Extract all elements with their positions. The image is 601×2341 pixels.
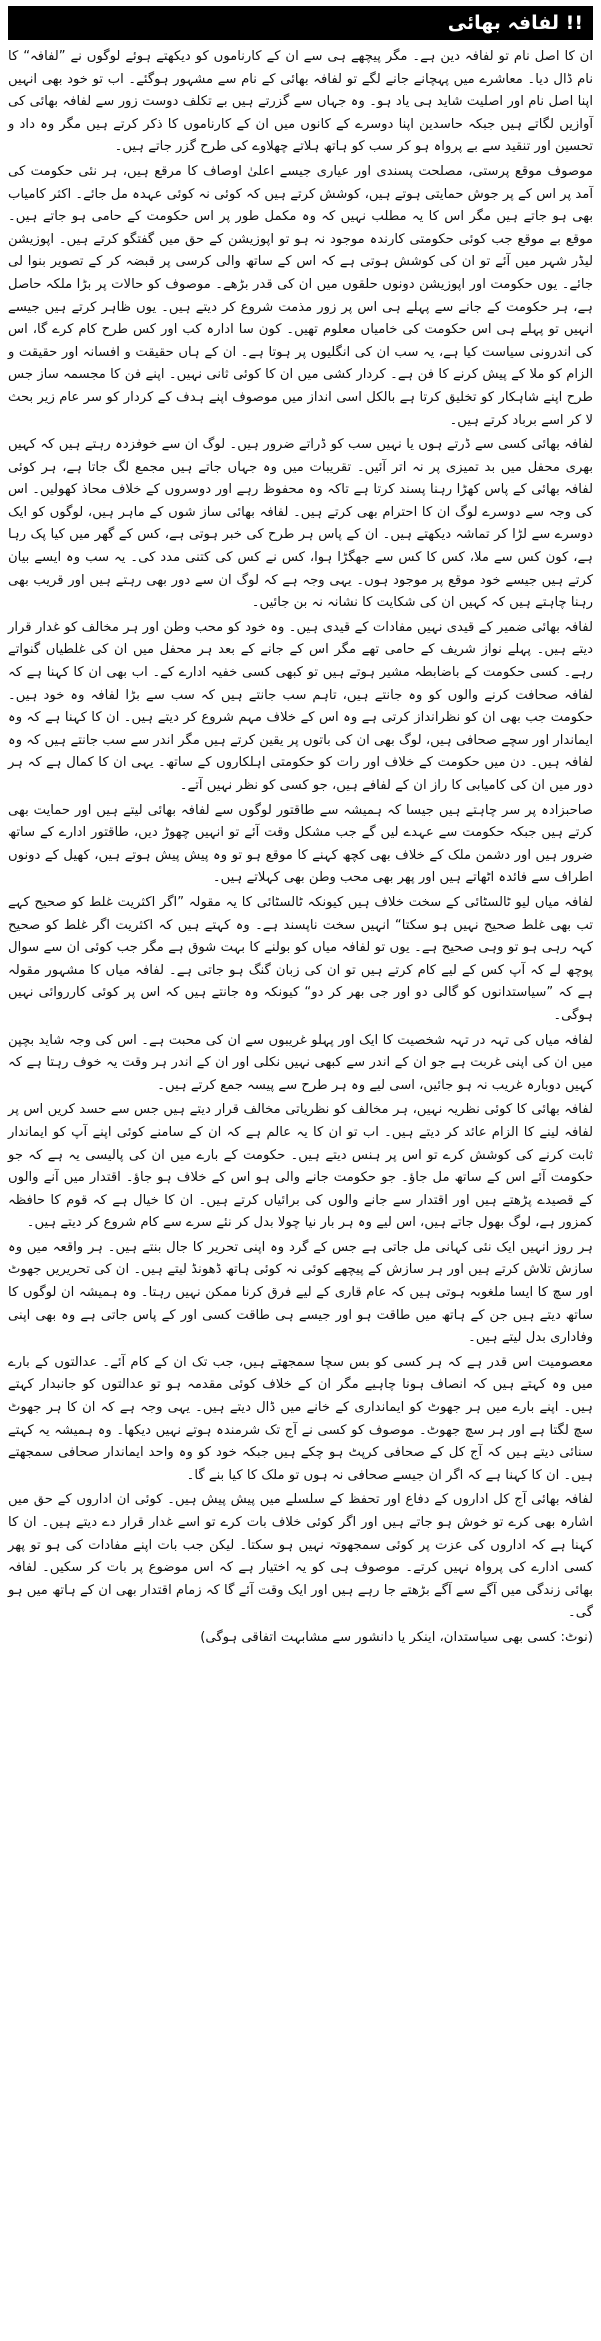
paragraph: لفافہ بھائی ضمیر کے قیدی نہیں مفادات کے قیدی ہیں۔ وہ خود کو محب وطن اور ہر مخالف کو غدار قرار دیتے ہیں۔ پہلے نواز شریف کے حامی تھے مگر اس کے جانے کے بعد ہر محفل میں ان کی غلطیاں گنواتے رہے۔ کسی حکومت کے باضابطہ مشیر ہوتے ہیں تو کبھی کسی خفیہ ادارے کے۔ اب بھی ان کا کہنا ہے کہ لفافہ صحافت کرنے والوں کو وہ جانتے ہیں، تاہم سب جانتے ہیں کہ سب سے بڑا لفافہ وہ خود ہیں۔ حکومت جب بھی ان کو نظرانداز کرتی ہے وہ اس کے خلاف مہم شروع کر دیتے ہیں۔ ان کا کہنا ہے کہ وہ ایماندار اور سچے صحافی ہیں، لوگ بھی ان کی باتوں پر یقین کرتے ہیں مگر اندر سے سب جانتے ہیں کہ وہ لفافہ ہیں۔ دن میں حکومت کے خلاف اور رات کو حکومتی اہلکاروں کے ساتھ۔ یہی ان کا کمال ہے کہ ہر دور میں ان کی کامیابی کا راز ان کے لفافے ہیں، جو کسی کو نظر نہیں آتے۔ bbox=[8, 619, 593, 793]
paragraph: ان کا اصل نام تو لفافہ دین ہے۔ مگر پیچھے ہی سے ان کے کارناموں کو دیکھتے ہوئے لوگوں نے ”لفافہ“ کا نام ڈال دیا۔ معاشرے میں پہچانے جانے لگے تو لفافہ بھائی کے نام سے مشہور ہوگئے۔ اب تو خود بھی انہیں اپنا اصل نام اور اصلیت شاید ہی یاد ہو۔ وہ جہاں سے گزرتے ہیں بے تکلف دوست زور سے لفافہ بھائی کی آوازیں لگاتے ہیں جبکہ حاسدین اپنا دوسرے کے کانوں میں ان کے کارناموں کا ذکر کرتے ہیں مگر وہ داد و تحسین اور تنقید سے بے پرواہ ہو کر سب کو ہاتھ ہلاتے چھلاوے کی طرح گزر جاتے ہیں۔ bbox=[8, 49, 593, 155]
footnote: (نوٹ: کسی بھی سیاستدان، اینکر یا دانشور سے مشابہت اتفاقی ہوگی) bbox=[200, 1629, 593, 1645]
article-title: !! لفافہ بھائی bbox=[8, 6, 593, 40]
paragraph: لفافہ بھائی کسی سے ڈرتے ہوں یا نہیں سب کو ڈراتے ضرور ہیں۔ لوگ ان سے خوفزدہ رہتے ہیں کہ کہیں بھری محفل میں بد تمیزی پر نہ اتر آئیں۔ تقریبات میں وہ جہاں جاتے ہیں مجمع لگ جاتا ہے، ہر کوئی لفافہ بھائی کے پاس کھڑا رہنا پسند کرتا ہے تاکہ وہ محفوظ رہے اور دوسروں کے خلاف محاذ کھولیں۔ اس کی وجہ سے دوسرے لوگ ان کا احترام بھی کرتے ہیں۔ لفافہ بھائی ساز شوں کے ماہر ہیں، لوگوں کو ایک دوسرے سے لڑا کر تماشہ دیکھتے ہیں۔ ان کے پاس ہر طرح کی خبر ہوتی ہے، کس کے گھر میں کیا پک رہا ہے، کون کس سے ملا، کس کا کس سے جھگڑا ہوا، کس نے کس کی کتنی مدد کی۔ یہ سب وہ ایسے بیان کرتے ہیں جیسے خود موقع پر موجود ہوں۔ یہی وجہ ہے کہ لوگ ان سے دور بھی رہتے ہیں اور قریب بھی رہنا چاہتے ہیں کہ کہیں ان کی شکایت کا نشانہ نہ بن جائیں۔ bbox=[8, 437, 593, 611]
paragraph: صاحبزادہ پر سر چاہتے ہیں جیسا کہ ہمیشہ سے طاقتور لوگوں سے لفافہ بھائی لیتے ہیں اور حمایت بھی کرتے ہیں جبکہ حکومت سے عہدے لیں گے جب مشکل وقت آئے تو انہیں چھوڑ دیں، طاقتور ادارے کے ساتھ ضرور ہیں اور دشمن ملک کے خلاف بھی کچھ کہنے کا موقع ہو تو وہ پیش پیش ہوتے ہیں، کھیل کے دونوں اطراف سے فائدہ اٹھاتے ہیں اور پھر بھی محب وطن بھی کہلاتے ہیں۔ bbox=[8, 802, 593, 886]
paragraph: لفافہ میاں کی تہہ در تہہ شخصیت کا ایک اور پہلو غریبوں سے ان کی محبت ہے۔ اس کی وجہ شاید بچپن میں ان کی اپنی غربت ہے جو ان کے اندر سے کبھی نہیں نکلی اور ان کے اندر ہر وقت یہ خوف رہتا ہے کہ کہیں دوبارہ غریب نہ ہو جائیں، اسی لیے وہ ہر طرح سے پیسہ جمع کرتے ہیں۔ bbox=[8, 1032, 593, 1093]
paragraph: لفافہ بھائی کا کوئی نظریہ نہیں، ہر مخالف کو نظریاتی مخالف قرار دیتے ہیں جس سے حسد کریں اس پر لفافہ لینے کا الزام عائد کر دیتے ہیں۔ اب تو ان کا یہ عالم ہے کہ ان کے سامنے کوئی اپنے آپ کو ایماندار ثابت کرنے کی کوشش کرے تو اس پر ہنس دیتے ہیں۔ حکومت کے بارے میں ان کی پالیسی یہ ہے کہ جو حکومت آئے اس کے ساتھ مل جاؤ۔ جو حکومت جانے والی ہو اس کے خلاف ہو جاؤ۔ اقتدار میں آنے والوں کے قصیدے پڑھتے ہیں اور اقتدار سے جانے والوں کی برائیاں کرتے ہیں۔ ان کا خیال ہے کہ قوم کا حافظہ کمزور ہے، لوگ بھول جاتے ہیں، اس لیے وہ ہر بار نیا چولا بدل کر نئے سرے سے کام شروع کر دیتے ہیں۔ bbox=[8, 1102, 593, 1231]
paragraph: ہر روز انہیں ایک نئی کہانی مل جاتی ہے جس کے گرد وہ اپنی تحریر کا جال بنتے ہیں۔ ہر واقعہ میں وہ سازش تلاش کرتے ہیں اور ہر سازش کے پیچھے کوئی نہ کوئی ہاتھ ڈھونڈ لیتے ہیں۔ ان کی تحریریں جھوٹ اور سچ کا ایسا ملغوبہ ہوتی ہیں کہ عام قاری کے لیے فرق کرنا ممکن نہیں رہتا۔ وہ ہمیشہ ان لوگوں کا ساتھ دیتے ہیں جن کے ہاتھ میں طاقت ہو اور جیسے ہی طاقت کسی اور کے پاس جاتی ہے وہ بھی اپنی وفاداری بدل لیتے ہیں۔ bbox=[8, 1239, 593, 1346]
paragraph: معصومیت اس قدر ہے کہ ہر کسی کو بس سچا سمجھتے ہیں، جب تک ان کے کام آئے۔ عدالتوں کے بارے میں وہ کہتے ہیں کہ انصاف ہونا چاہیے مگر ان کے خلاف کوئی مقدمہ ہو تو عدالتوں کو جانبدار کہتے ہیں۔ اپنے بارے میں ہر جھوٹ کو ایمانداری کے خانے میں ڈال دیتے ہیں۔ یہی وجہ ہے کہ ان کا ہر جھوٹ سچ لگتا ہے اور ہر سچ جھوٹ۔ موصوف کو کسی نے آج تک شرمندہ ہوتے نہیں دیکھا۔ وہ ہمیشہ یہ کہتے سنائی دیتے ہیں کہ آج کل کے صحافی کرپٹ ہو چکے ہیں جبکہ خود کو وہ واحد ایماندار صحافی سمجھتے ہیں۔ ان کا کہنا ہے کہ اگر ان جیسے صحافی نہ ہوں تو ملک کا کیا بنے گا۔ bbox=[8, 1354, 593, 1483]
paragraph: لفافہ بھائی آج کل اداروں کے دفاع اور تحفظ کے سلسلے میں پیش پیش ہیں۔ کوئی ان اداروں کے حق میں اشارہ بھی کرے تو خوش ہو جاتے ہیں اور اگر کوئی خلاف بات کرے تو اسے غدار قرار دے دیتے ہیں۔ ان کا کہنا ہے کہ اداروں کی عزت پر کوئی سمجھوتہ نہیں ہو سکتا۔ لیکن جب بات اپنے مفادات کی ہو تو پھر کسی ادارے کی پرواہ نہیں کرتے۔ موصوف ہی کو یہ اختیار ہے کہ اس موضوع پر بات کر سکیں۔ لفافہ بھائی زندگی میں آگے سے آگے بڑھتے جا رہے ہیں اور ایک وقت آئے گا کہ زمام اقتدار بھی ان کے ہاتھ میں ہو گی۔ bbox=[8, 1492, 593, 1621]
paragraph: لفافہ میاں لیو ٹالسٹائی کے سخت خلاف ہیں کیونکہ ٹالسٹائی کا یہ مقولہ ”اگر اکثریت غلط کو صحیح کہے تب بھی غلط صحیح نہیں ہو سکتا“ انہیں سخت ناپسند ہے۔ وہ کہتے ہیں کہ اکثریت اگر غلط کو صحیح کہہ رہی ہو تو وہی صحیح ہے۔ یوں تو لفافہ میاں کو بولنے کا بہت شوق ہے مگر جب کوئی ان سے سوال پوچھ لے کہ آپ کس کے لیے کام کرتے ہیں تو ان کی زبان گنگ ہو جاتی ہے۔ لفافہ میاں کا مشہور مقولہ ہے کہ ”سیاستدانوں کو گالی دو اور جی بھر کر دو“ کیونکہ وہ جانتے ہیں کہ اس پر کوئی کارروائی نہیں ہوگی۔ bbox=[8, 894, 593, 1023]
article-body bbox=[8, 40, 593, 1650]
paragraph: موصوف موقع پرستی، مصلحت پسندی اور عیاری جیسے اعلیٰ اوصاف کا مرقع ہیں، ہر نئی حکومت کی آمد پر اس کے پر جوش حمایتی ہوتے ہیں، کوشش کرتے ہیں کہ کوئی نہ کوئی عہدہ مل جائے۔ اکثر کامیاب بھی ہو جاتے ہیں مگر اس کا یہ مطلب نہیں کہ وہ مکمل طور پر اس حکومت کے حامی ہو جاتے ہیں۔ موقع بے موقع جب کوئی حکومتی کارندہ موجود نہ ہو تو اپوزیشن کے حق میں گفتگو کرتے ہیں۔ اپوزیشن لیڈر شہر میں آئے تو ان کی کوشش ہوتی ہے کہ اس کے ساتھ والی کرسی پر قبضہ کر کے تصویر بنوا لی جائے۔ یوں حکومت اور اپوزیشن دونوں حلقوں میں ان کی قدر بڑھے۔ موصوف کو حالات پر بڑا ملکہ حاصل ہے، ہر حکومت کے جانے سے پہلے ہی اس پر زور مذمت شروع کر دیتے ہیں۔ یوں ظاہر کرتے ہیں جیسے انہیں تو پہلے ہی اس حکومت کی خامیاں معلوم تھیں۔ کون سا ادارہ کب اور کس طرح کام کرے گا، اس کی اندرونی سیاست کیا ہے، یہ سب ان کی انگلیوں پر ہوتا ہے۔ ان کے ہاں حقیقت و افسانہ اور حقیقت و الزام کو ملا کے پیش کرنے کا فن ہے۔ کردار کشی میں ان کا کوئی ثانی نہیں۔ اپنے فن کا مجسمہ ساز جس طرح اپنے شاہکار کو تخلیق کرتا ہے بالکل اسی انداز میں موصوف اپنے ہدف کے کردار کو سر عام زیر بحث لا کر اسے برباد کرتے ہیں۔ bbox=[8, 163, 593, 428]
